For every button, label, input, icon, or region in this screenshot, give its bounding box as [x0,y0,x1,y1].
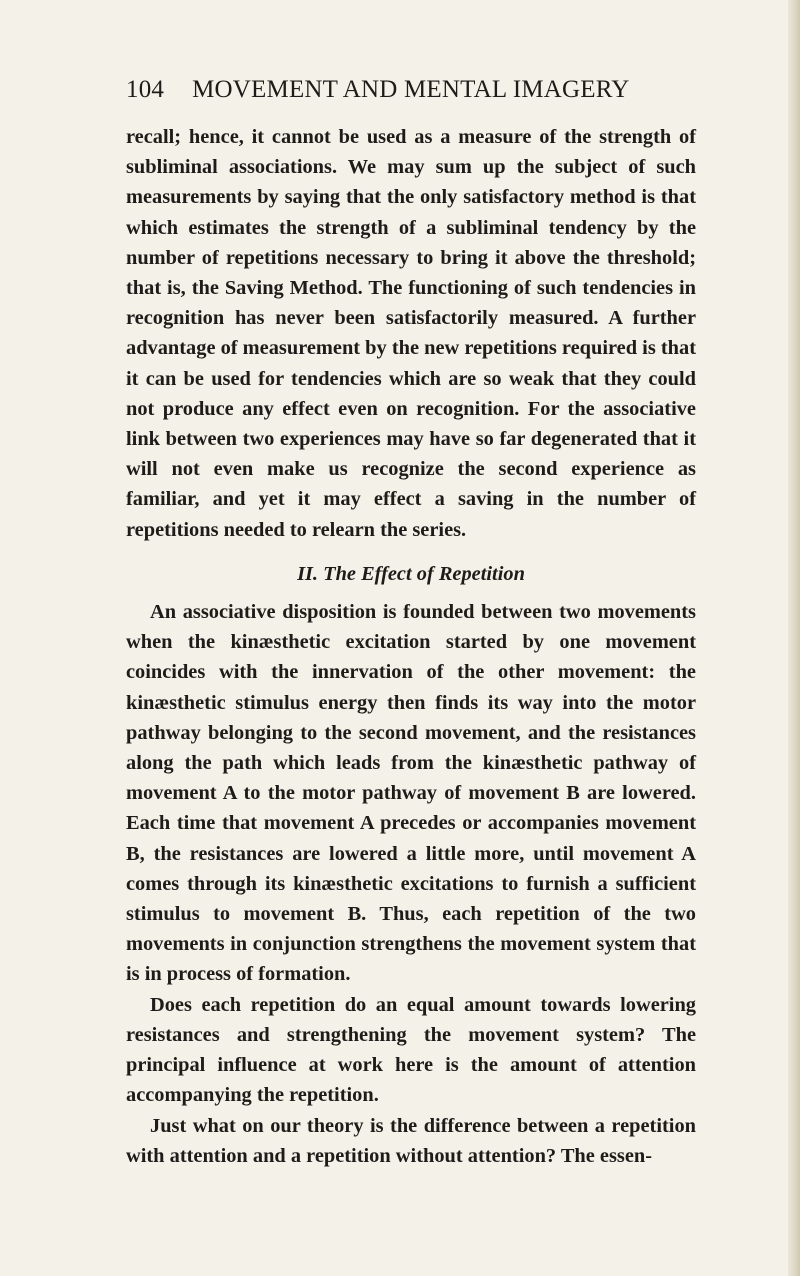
paragraph-4: Just what on our theory is the difference between a repetition with attention and a repetition without attention? The essen- [126,1114,696,1167]
running-title: MOVEMENT AND MENTAL IMAGERY [192,76,630,103]
paragraph-2: An associative disposition is founded between two movements when the kinæsthetic excitation started by one movement coincides with the innervation of the other movement: the kinæsthetic stimulus energy then finds its way into the motor pathway belonging to the second movement, and the resistances along the path which leads from the kinæsthetic pathway of movement A to the motor pathway of movement B are lowered. Each time that movement A precedes or accompanies movement B, the resistances are lowered a little more, until movement A comes through its kinæsthetic excitations to furnish a sufficient stimulus to movement B. Thus, each repetition of the two movements in conjunction strengthens the movement system that is in process of formation. [126,601,696,986]
page-body [126,122,696,1171]
running-header [126,75,696,105]
page-edge-shadow [788,0,800,1276]
paragraph-1: recall; hence, it cannot be used as a measure of the strength of subliminal associations. We may sum up the subject of such measurements by saying that the only satisfactory method is that which estimates the strength of a subliminal tendency by the number of repetitions necessary to bring it above the threshold; that is, the Saving Method. The functioning of such tendencies in recognition has never been satisfactorily measured. A further advantage of measurement by the new repetitions required is that it can be used for tendencies which are so weak that they could not produce any effect even on recognition. For the associative link between two experiences may have so far degenerated that it will not even make us recognize the second experience as familiar, and yet it may effect a saving in the number of repetitions needed to relearn the series. [126,126,696,541]
paragraph-3: Does each repetition do an equal amount towards lowering resistances and strengthening the movement system? The principal influence at work here is the amount of attention accompanying the repetition. [126,993,696,1107]
page-number: 104 [126,76,165,103]
section-heading: II. The Effect of Repetition [297,562,525,585]
